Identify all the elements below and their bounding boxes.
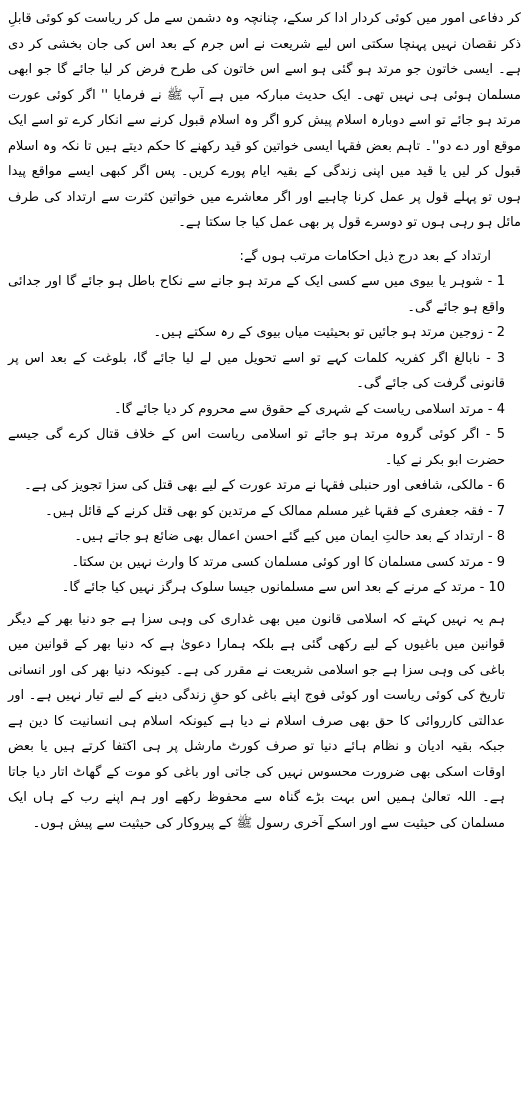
rulings-list [8,269,521,601]
item-text: شوہر یا بیوی میں سے کسی ایک کے مرتد ہو جانے سے نکاح باطل ہو جائے گا اور جدائی واقع ہو جائے گی۔ [8,274,505,315]
item-text: مالکی، شافعی اور حنبلی فقہا نے مرتد عورت کے لیے بھی قتل کی سزا تجویز کی ہے۔ [24,478,484,493]
item-text: مرتد اسلامی ریاست کے شہری کے حقوق سے محروم کر دیا جائے گا۔ [114,401,484,417]
item-number: 3 [496,350,505,366]
item-number: 1 [496,274,505,289]
item-text: مرتد کسی مسلمان کا اور کوئی مسلمان کسی مرتد کا وارث نہیں بن سکتا۔ [71,554,484,570]
list-item: 6 - مالکی، شافعی اور حنبلی فقہا نے مرتد عورت کے لیے بھی قتل کی سزا تجویز کی ہے۔ [24,478,505,493]
body-paragraph: کر دفاعی امور میں کوئی کردار ادا کر سکے، چنانچہ وہ دشمن سے مل کر ریاست کو کوئی قابلِ ذکر نقصان نہیں پہنچا سکتی اس لیے شریعت نے اس جرم کے بعد اس کی جان بخشی کر دی ہے۔ ایسی خاتون جو مرتد ہو گئی ہو اسے اس خاتون کی طرح فرض کر لیا جائے گا جو ابھی مسلمان ہوئی ہی نہیں تھی۔ ایک حدیث مبارکہ میں ہے آپ ﷺ نے فرمایا '' اگر کوئی عورت مرتد ہو جائے تو اسے دوبارہ اسلام پیش کرو اگر وہ اسلام قبول کرنے سے انکار کرے تو اسے ایک موقع اور دے دو''۔ تاہم بعض فقہا ایسی خواتین کو قید رکھنے کا حکم دیتے ہیں تا نکہ وہ اسلام قبول کر لیں یا قید میں اپنی زندگی کے بقیہ ایام پورے کریں۔ پس اگر کبھی ایسے مواقع پیدا ہوں تو پہلے قول پر عمل کرنا چاہیے اور اگر معاشرے میں خواتین کثرت سے ارتداد کی طرف مائل ہو رہی ہوں تو دوسرے قول پر بھی عمل کیا جا سکتا ہے۔ [8,11,521,230]
item-text: زوجین مرتد ہو جائیں تو بحیثیت میاں بیوی کے رہ سکتے ہیں۔ [153,325,484,340]
list-item: 8 - ارتداد کے بعد حالتِ ایمان میں کیے گئے احسن اعمال بھی ضائع ہو جاتے ہیں۔ [74,529,505,544]
list-item: 10 - مرتد کے مرنے کے بعد اس سے مسلمانوں جیسا سلوک ہرگز نہیں کیا جائے گا۔ [61,580,505,595]
spacer [8,236,521,244]
item-text: مرتد کے مرنے کے بعد اس سے مسلمانوں جیسا سلوک ہرگز نہیں کیا جائے گا۔ [61,580,476,595]
item-number: 4 [496,401,505,417]
item-text: اگر کوئی گروہ مرتد ہو جائے تو اسلامی ریاست اس کے خلاف قتال کرے گی جیسے حضرت ابو بکر نے کیا۔ [8,427,505,468]
list-item: 1 - شوہر یا بیوی میں سے کسی ایک کے مرتد ہو جانے سے نکاح باطل ہو جائے گا اور جدائی واقع ہو جائے گی۔ [8,274,505,315]
rulings-heading: ارتداد کے بعد درج ذیل احکامات مرتب ہوں گے: [239,248,491,264]
item-number: 10 [488,580,505,595]
list-item: 5 - اگر کوئی گروہ مرتد ہو جائے تو اسلامی ریاست اس کے خلاف قتال کرے گی جیسے حضرت ابو بکر نے کیا۔ [8,427,505,468]
item-number: 5 [496,427,505,442]
list-item: 4 - مرتد اسلامی ریاست کے شہری کے حقوق سے محروم کر دیا جائے گا۔ [114,401,505,417]
list-item: 9 - مرتد کسی مسلمان کا اور کوئی مسلمان کسی مرتد کا وارث نہیں بن سکتا۔ [71,554,505,570]
list-item: 7 - فقہ جعفری کے فقہا غیر مسلم ممالک کے مرتدین کو بھی قتل کرنے کے قائل ہیں۔ [45,503,505,519]
item-text: فقہ جعفری کے فقہا غیر مسلم ممالک کے مرتدین کو بھی قتل کرنے کے قائل ہیں۔ [45,503,484,519]
item-number: 9 [496,554,505,570]
closing-paragraph: ہم یہ نہیں کہتے کہ اسلامی قانون میں بھی غداری کی وہی سزا ہے جو دنیا بھر کے دیگر قوانین میں باغیوں کے لیے رکھی گئی ہے بلکہ ہمارا دعویٰ ہے کہ دنیا بھر کے قوانین میں باغی کی وہی سزا ہے جو اسلامی شریعت نے مقرر کی ہے۔ کیونکہ دنیا بھر کی اور انسانی تاریخ کی کوئی ریاست اور کوئی فوج اپنے باغی کو حقِ زندگی دینے کے لیے تیار نہیں ہے۔ اور عدالتی کارروائی کا حق بھی صرف اسلام نے دیا ہے کیونکہ اسلام ہی انسانیت کا دین ہے جبکہ بقیہ ادیان و نظام ہائے دنیا تو صرف کورٹ مارشل پر ہی اکتفا کرتے ہیں یا بعض اوقات اسکی بھی ضرورت محسوس نہیں کی جاتی اور باغی کو موت کے گھاٹ اتار دیا جاتا ہے۔ اللہ تعالیٰ ہمیں اس بہت بڑے گناہ سے محفوظ رکھے اور ہم اپنے رب کے ہاں ایک مسلمان کی حیثیت سے اور اسکے آخری رسول ﷺ کے پیروکار کی حیثیت سے پیش ہوں۔ [8,611,505,831]
item-number: 8 [496,529,505,544]
item-text: نابالغ اگر کفریہ کلمات کہے تو اسے تحویل میں لے لیا جائے گا، بلوغت کے بعد اس پر قانونی گرفت کی جائے گی۔ [8,350,505,391]
list-item: 2 - زوجین مرتد ہو جائیں تو بحیثیت میاں بیوی کے رہ سکتے ہیں۔ [153,325,505,340]
item-number: 7 [496,503,505,519]
item-number: 2 [496,325,505,340]
item-text: ارتداد کے بعد حالتِ ایمان میں کیے گئے احسن اعمال بھی ضائع ہو جاتے ہیں۔ [74,529,484,544]
item-number: 6 [496,478,505,493]
list-item: 3 - نابالغ اگر کفریہ کلمات کہے تو اسے تحویل میں لے لیا جائے گا، بلوغت کے بعد اس پر قانونی گرفت کی جائے گی۔ [8,350,505,391]
